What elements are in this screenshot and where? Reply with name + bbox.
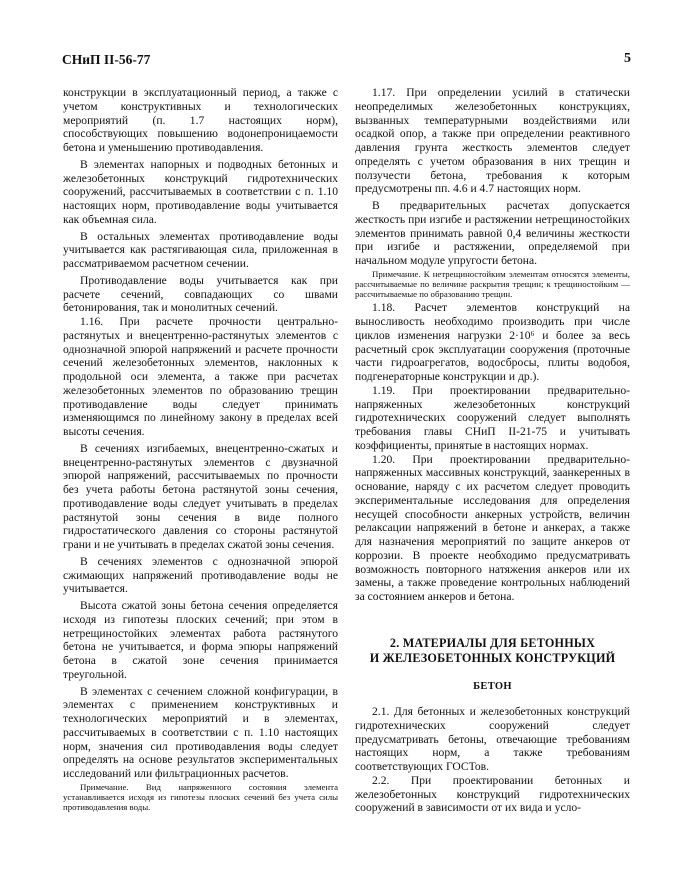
paragraph-continuation: конструкции в эксплуатационный период, а также с учетом конструктивных и технологических мероприятий (п. 1.7 настоящих норм), способствующих повышению водонепроницаемости бетона и уменьшению противодавления. [63,86,338,154]
paragraph: В сечениях элементов с однозначной эпюрой сжимающих напряжений противодавление воды не учитывается. [63,554,338,596]
doc-code: СНиП II-56-77 [62,52,151,67]
paragraph-1-16: 1.16. При расчете прочности центрально-растянутых и внецентренно-растянутых элементов с однозначной эпюрой напряжений и расчете прочности сечений железобетонных элементов, наклонных к продольной оси элемента, а также при расчетах железобетонных элементов по образованию трещин противодавление воды следует принимать изменяющимся по линейному закону в пределах всей высоты сечения. [63,315,338,438]
paragraph: Высота сжатой зоны бетона сечения определяется исходя из гипотезы плоских сечений; при этом в нетрещиностойких элементах работа растянутого бетона не учитывается, и форма эпюры напряжений бетона в сжатой зоне сечения принимается треугольной. [63,599,338,681]
right-column [355,86,630,815]
paragraph-2-2: 2.2. При проектировании бетонных и железобетонных конструкций гидротехнических сооружений в зависимости от их вида и усло- [355,773,630,815]
paragraph: В элементах напорных и подводных бетонных и железобетонных конструкций гидротехнических сооружений, рассчитываемых в соответствии с п. 1.10 настоящих норм, противодавление воды учитывается как объемная сила. [63,157,338,226]
paragraph-1-20: 1.20. При проектировании предварительно-напряженных массивных конструкций, заанкеренных в основание, наряду с их расчетом следует проводить экспериментальные исследования для определения несущей способности анкерных устройств, величин релаксации напряжений в бетоне и анкерах, а также для назначения мероприятий по защите анкеров от коррозии. В проекте необходимо предусматривать возможность повторного натяжения анкеров или их замены, а также проведение контрольных наблюдений за состоянием анкеров и бетона. [355,452,630,604]
left-column [63,86,338,814]
note-left: Примечание. Вид напряженного состояния элемента устанавливается исходя из гипотезы плоских сечений без учета силы противодавления воды. [63,781,338,813]
subsection-heading: БЕТОН [473,681,512,693]
note-right: Примечание. К нетрещиностойким элементам относятся элементы, рассчитываемые по величине раскрытия трещин; к трещиностойким — рассчитываемые по образованию трещин. [355,268,630,300]
paragraph-1-19: 1.19. При проектировании предварительно-напряженных железобетонных конструкций гидротехнических сооружений следует выполнять требования главы СНиП II-21-75 и учитывать коэффициенты, принятые в настоящих нормах. [355,383,630,452]
section-heading-line-1: 2. МАТЕРИАЛЫ ДЛЯ БЕТОННЫХ [389,635,596,650]
paragraph-1-17: 1.17. При определении усилий в статически неопределимых железобетонных конструкциях, вызванных температурными воздействиями или осадкой опор, а также при определении реактивного давления грунта жесткость элементов следует определять с учетом образования в них трещин и ползучести бетона, требования к которым предусмотрены пп. 4.6 и 4.7 настоящих норм. [355,86,630,196]
paragraph: Противодавление воды учитывается как при расчете сечений, совпадающих со швами бетонирования, так и монолитных сечений. [63,273,338,315]
paragraph: В сечениях изгибаемых, внецентренно-сжатых и внецентренно-растянутых элементов с двузначной эпюрой напряжений, рассчитываемых по прочности без учета работы бетона растянутой зоны сечения, противодавление воды следует учитывать в пределах растянутой зоны сечения в виде полного гидростатического давления со стороны растянутой грани и не учитывать в пределах сжатой зоны сечения. [63,441,338,551]
section-heading-line-2: И ЖЕЛЕЗОБЕТОННЫХ КОНСТРУКЦИЙ [369,651,616,666]
section-heading [355,636,630,667]
paragraph-2-1: 2.1. Для бетонных и железобетонных конструкций гидротехнических сооружений следует предусматривать бетоны, отвечающие требованиям настоящих норм, а также требованиям соответствующих ГОСТов. [355,705,630,774]
paragraph-1-18: 1.18. Расчет элементов конструкций на выносливость необходимо производить при числе циклов изменения нагрузки 2·10⁶ и более за весь расчетный срок эксплуатации сооружения (проточные части гидроагрегатов, водосбросы, плиты водобоя, подгенераторные конструкции и др.). [355,301,630,384]
page-number: 5 [624,51,631,66]
paragraph: В предварительных расчетах допускается жесткость при изгибе и растяжении нетрещиностойких элементов принимать равной 0,4 величины жесткости при изгибе и растяжении, определяемой при начальном модуле упругости бетона. [355,199,630,267]
paragraph: В элементах с сечением сложной конфигурации, в элементах с применением конструктивных и технологических мероприятий и в элементах, рассчитываемых в соответствии с п. 1.10 настоящих норм, значения сил противодавления воды следует определять на основе результатов экспериментальных исследований или фильтрационных расчетов. [63,684,338,780]
paragraph: В остальных элементах противодавление воды учитывается как растягивающая сила, приложенная в рассматриваемом расчетном сечении. [63,229,338,270]
